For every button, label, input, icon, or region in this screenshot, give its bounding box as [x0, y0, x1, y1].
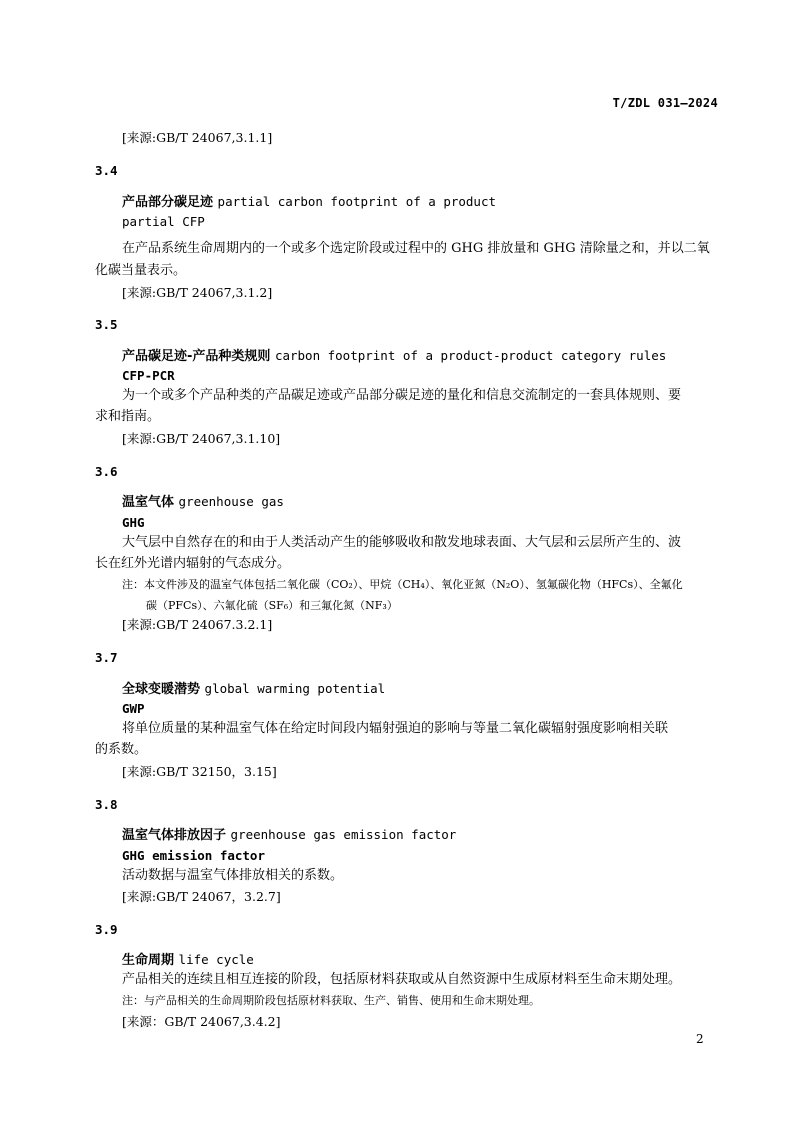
term-en: carbon footprint of a product-product category rules — [274, 348, 667, 363]
definition-text: 将单位质量的某种温室气体在给定时间段内辐射强迫的影响与等量二氧化碳辐射强度影响相关联 — [122, 721, 669, 736]
source-reference: [来源：GB/T 24067,3.4.2] — [122, 1014, 281, 1029]
clause-number: 3.8 — [95, 797, 118, 812]
clause-number: 3.6 — [95, 464, 118, 479]
definition-text: 大气层中自然存在的和由于人类活动产生的能够吸收和散发地球表面、大气层和云层所产生的、波 — [122, 535, 682, 550]
clause-number: 3.7 — [95, 650, 118, 665]
definition-text: 活动数据与温室气体排放相关的系数。 — [122, 868, 344, 883]
definition-text: 产品相关的连续且相互连接的阶段，包括原材料获取或从自然资源中生成原材料至生命末期处理。 — [122, 972, 682, 987]
term-zh: 生命周期 — [122, 953, 175, 968]
page-number: 2 — [696, 1032, 704, 1046]
term-zh: 温室气体 — [122, 495, 175, 510]
definition-text: 求和指南。 — [95, 409, 161, 424]
clause-number: 3.4 — [95, 163, 118, 178]
source-reference: [来源:GB/T 24067,3.1.2] — [122, 285, 273, 300]
clause-number: 3.5 — [95, 317, 118, 332]
term-en: greenhouse gas — [178, 494, 284, 509]
term-heading — [122, 347, 720, 366]
term-en: greenhouse gas emission factor — [230, 827, 457, 842]
term-zh: 产品碳足迹-产品种类规则 — [122, 349, 271, 364]
term-heading — [122, 193, 720, 212]
term-heading — [122, 680, 720, 699]
note-text: 注：本文件涉及的温室气体包括二氧化碳（CO₂）、甲烷（CH₄）、氧化亚氮（N₂O）、氢氟碳化物（HFCs）、全氟化 — [122, 578, 683, 591]
source-reference: [来源:GB/T 24067,3.1.1] — [122, 130, 273, 145]
term-abbreviation: GHG — [122, 515, 145, 530]
source-reference: [来源:GB/T 32150，3.15] — [122, 764, 277, 779]
definition-text: 为一个或多个产品种类的产品碳足迹或产品部分碳足迹的量化和信息交流制定的一套具体规则、要 — [122, 388, 682, 403]
term-heading — [122, 493, 720, 512]
source-reference: [来源:GB/T 24067.3.2.1] — [122, 617, 273, 632]
term-abbreviation: CFP-PCR — [122, 368, 175, 383]
clause-number: 3.9 — [95, 922, 118, 937]
definition-text: 的系数。 — [95, 742, 148, 757]
term-abbreviation: GHG emission factor — [122, 848, 265, 863]
definition-text: 长在红外光谱内辐射的气态成分。 — [95, 556, 291, 571]
source-reference: [来源:GB/T 24067，3.2.7] — [122, 889, 281, 904]
note-text: 注：与产品相关的生命周期阶段包括原材料获取、生产、销售、使用和生命末期处理。 — [122, 994, 540, 1007]
note-text: 碳（PFCs）、六氟化硫（SF₆）和三氟化氮（NF₃） — [146, 599, 398, 612]
term-zh: 温室气体排放因子 — [122, 828, 227, 843]
term-heading — [122, 826, 720, 845]
term-en: global warming potential — [204, 681, 386, 696]
term-zh: 产品部分碳足迹 — [122, 195, 214, 210]
term-zh: 全球变暖潜势 — [122, 682, 201, 697]
term-abbreviation: GWP — [122, 701, 145, 716]
term-en: partial carbon footprint of a product — [217, 194, 496, 209]
definition-text: 在产品系统生命周期内的一个或多个选定阶段或过程中的 GHG 排放量和 GHG 清除量之和，并以二氧 — [122, 241, 710, 256]
source-reference: [来源:GB/T 24067,3.1.10] — [122, 431, 281, 446]
definition-text: 化碳当量表示。 — [95, 263, 187, 278]
term-abbreviation: partial CFP — [122, 214, 205, 229]
term-en: life cycle — [178, 952, 254, 967]
standard-code: T/ZDL 031—2024 — [612, 96, 718, 110]
term-heading — [122, 951, 720, 970]
